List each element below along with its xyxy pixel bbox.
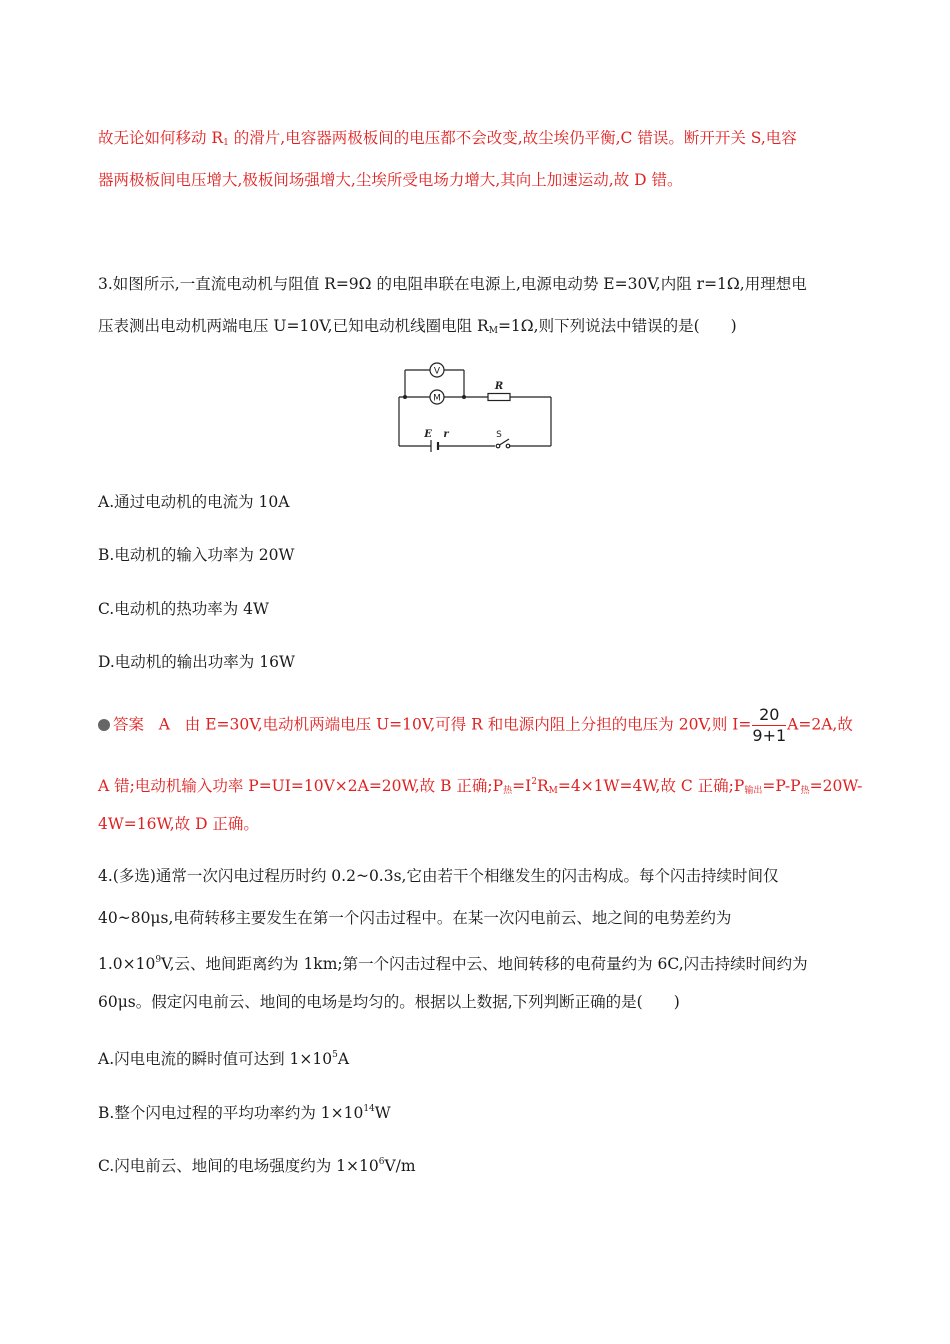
q3-option-a: A.通过电动机的电流为 10A [98, 493, 290, 511]
q3-stem-line-1: 3.如图所示,一直流电动机与阻值 R=9Ω 的电阻串联在电源上,电源电动势 E=30V,内阻 r=1Ω,用理想电 [98, 275, 807, 293]
q4-stem-line-2: 40~80μs,电荷转移主要发生在第一个闪击过程中。在某一次闪电前云、地之间的电势差约为 [98, 909, 732, 927]
q3-option-c: C.电动机的热功率为 4W [98, 600, 269, 618]
q3-stem-line-2: 压表测出电动机两端电压 U=10V,已知电动机线圈电阻 $R_M=1\Omega$,则下列说法中错误的是( ) [98, 317, 737, 336]
q4-option-b: B.整个闪电过程的平均功率约为 $1\times 10^{14}W$ [98, 1104, 391, 1122]
resistor-label: R [494, 381, 504, 392]
q4-option-c: C.闪电前云、地间的电场强度约为 $1\times 10^6V/m$ [98, 1157, 416, 1175]
q4-stem-line-4: 60μs。假定闪电前云、地间的电场是均匀的。根据以上数据,下列判断正确的是( ) [98, 993, 680, 1011]
emf-label: E [424, 429, 432, 440]
voltmeter-label: V [433, 366, 441, 377]
fraction: $\frac{20}{9+1}$ [752, 705, 787, 745]
prev-answer-line-1: 故无论如何移动 $R_1$ 的滑片,电容器两极板间的电压都不会改变,故尘埃仍平衡,C 错误。断开开关 S,电容 [98, 129, 797, 148]
answer-icon [98, 719, 110, 731]
q3-answer-line-3: 4W=16W,故 D 正确。 [98, 815, 259, 833]
q3-answer-line-1: 答案 A 由 E=30V,电动机两端电压 U=10V,可得 R 和电源内阻上分担的电压为 20V,则 I= $\frac{20}{9+1}$ A=2A,故 [98, 705, 853, 746]
prev-answer-line-2: 器两极板间电压增大,极板间场强增大,尘埃所受电场力增大,其向上加速运动,故 D 错。 [98, 171, 683, 189]
internal-resistance-label: r [443, 429, 449, 440]
q4-stem-line-3: $1.0\times 10^9V$,云、地间距离约为 1km;第一个闪击过程中云、地间转移的电荷量约为 6C,闪击持续时间约为 [98, 955, 808, 973]
circuit-diagram [395, 362, 555, 452]
q4-option-a: A.闪电电流的瞬时值可达到 $1\times 10^5A$ [98, 1050, 350, 1068]
q4-stem-line-1: 4.(多选)通常一次闪电过程历时约 0.2~0.3s,它由若干个相继发生的闪击构成。每个闪击持续时间仅 [98, 867, 779, 885]
switch-label: S [496, 430, 502, 440]
q3-option-d: D.电动机的输出功率为 16W [98, 653, 295, 671]
q3-answer-line-2: A 错;电动机输入功率 P=UI=10V×2A=20W,故 B 正确$;P_热=I^2R_M=4\times 1W=4W$,故 C 正确$;P_{输出}=P-P_热=20W-$ [98, 777, 863, 796]
motor-label: M [433, 393, 441, 404]
q3-option-b: B.电动机的输入功率为 20W [98, 546, 295, 564]
